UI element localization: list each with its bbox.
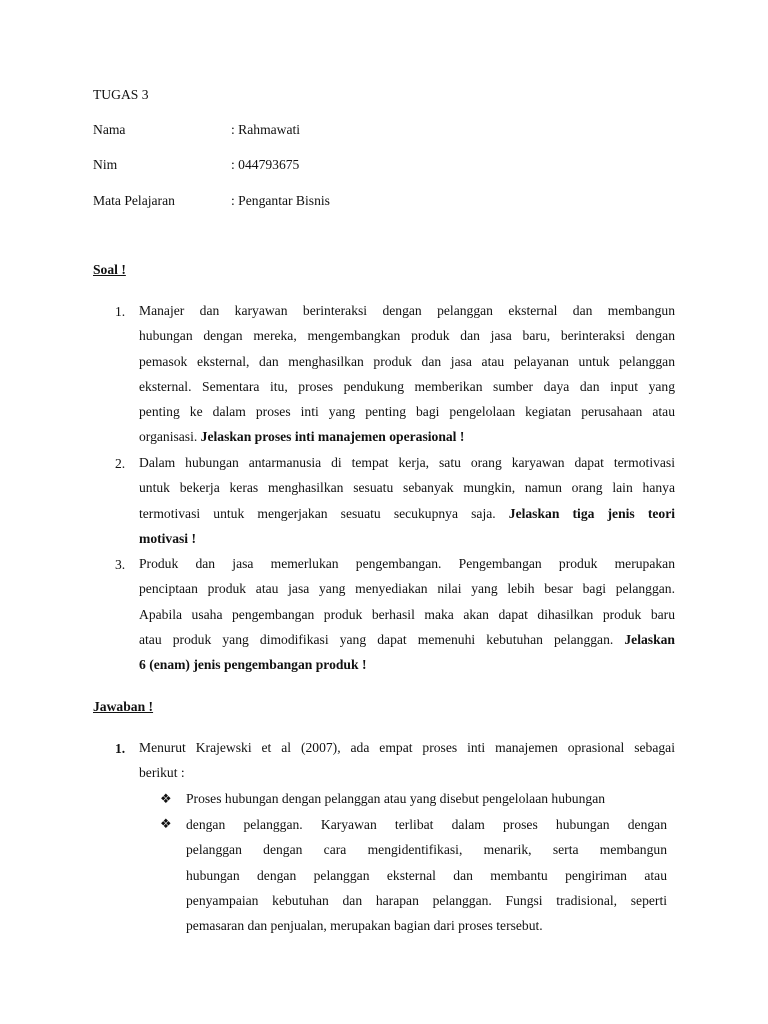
text-line [139,501,675,526]
text-line: Produk dan jasa memerlukan pengembangan. Pengembangan produk merupakan [139,556,675,571]
jawaban-heading: Jawaban ! [93,699,154,714]
answer-bullet-text [186,786,667,811]
text-line: hubungan dengan mereka, mengembangkan produk dan jasa baru, berinteraksi dengan [139,328,675,344]
text-line: Dalam hubungan antarmanusia di tempat kerja, satu orang karyawan dapat termotivasi [139,455,675,470]
text-line: Proses hubungan dengan pelanggan atau yang disebut pengelolaan hubungan [186,791,606,806]
question-1-text [139,298,675,450]
text-line: pemasok eksternal, dan menghasilkan produk dan jasa atau pelayanan untuk pelanggan [139,353,675,369]
text-line: Manajer dan karyawan berinteraksi dengan pelanggan eksternal dan membangun [139,303,675,318]
question-instruction: 6 (enam) jenis pengembangan produk ! [139,657,367,673]
text-line [139,627,675,652]
diamond-bullet-icon: ❖ [160,817,172,832]
document-title: TUGAS 3 [93,87,149,102]
question-instruction: Jelaskan tiga jenis teori [508,505,676,521]
soal-heading: Soal ! [93,262,126,277]
text-line [139,424,675,449]
text-line: berikut : [139,765,185,781]
info-value: : Pengantar Bisnis [231,193,330,208]
text-line: Apabila usaha pengembangan produk berhasil maka akan dapat dihasilkan produk baru [139,606,675,622]
text-line: hubungan dengan pelanggan eksternal dan membantu pengiriman atau [186,867,667,883]
info-label: Nim [93,157,118,172]
question-2-text [139,450,675,551]
text-line: dengan pelanggan. Karyawan terlibat dalam proses hubungan dengan [186,817,667,832]
text-line: penyampaian kebutuhan dan harapan pelanggan. Fungsi tradisional, seperti [186,892,667,908]
text-line: penting ke dalam proses inti yang penting bagi pengelolaan kegiatan perusahaan atau [139,404,675,420]
text-line: penciptaan produk atau jasa yang menyediakan nilai yang lebih besar bagi pelanggan. [139,581,675,597]
text-plain: atau produk yang dimodifikasi yang dapat memenuhi kebutuhan pelanggan. [139,631,625,647]
info-value: : 044793675 [231,157,300,172]
info-label: Nama [93,122,126,137]
text-line: eksternal. Sementara itu, proses pendukung memberikan sumber daya dan input yang [139,378,675,394]
question-instruction: motivasi ! [139,530,197,546]
answer-number: 1. [115,741,126,756]
info-value: : Rahmawati [231,122,301,137]
question-number: 2. [115,456,126,471]
question-instruction: Jelaskan [624,631,675,647]
question-3-text [139,551,675,677]
text-line: Menurut Krajewski et al (2007), ada empat proses inti manajemen oprasional sebagai [139,740,675,755]
text-plain: termotivasi untuk mengerjakan sesuatu secukupnya saja. [139,505,509,521]
question-number: 3. [115,557,126,572]
answer-1-intro [139,735,675,786]
text-line: untuk bekerja keras menghasilkan sesuatu sebanyak mungkin, namun orang lain hanya [139,480,675,496]
text-line [139,652,675,677]
text-line [139,526,675,551]
text-line: pelanggan dengan cara mengidentifikasi, menarik, serta membangun [186,842,667,858]
diamond-bullet-icon: ❖ [160,792,172,807]
info-label: Mata Pelajaran [93,193,175,208]
answer-bullet-text [186,812,667,938]
question-instruction: Jelaskan proses inti manajemen operasional ! [200,429,465,445]
text-plain: organisasi. [139,429,201,445]
question-number: 1. [115,304,126,319]
text-line: pemasaran dan penjualan, merupakan bagian dari proses tersebut. [186,918,543,934]
